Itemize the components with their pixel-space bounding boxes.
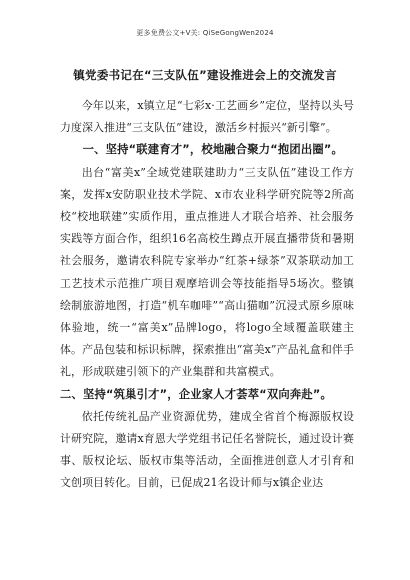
section-heading-2: 二、坚持“筑巢引才”，企业家人才荟萃“双向奔赴”。 <box>60 387 332 401</box>
page-title: 镇党委书记在“三支队伍”建设推进会上的交流发言 <box>73 68 337 82</box>
section-body-2: 依托传统礼品产业资源优势，建成全省首个梅源版权设计研究院，邀请x育恩大学党组书记任名誉院长，通过设计赛事、版权论坛、版权市集等活动，全面推进创意人才引育和文创项目转化。目前，已促成21名设计师与x镇企业达 <box>60 409 354 490</box>
section-heading-1: 一、坚持“联建育才”，校地融合聚力“抱团出圈”。 <box>82 143 344 157</box>
document-body <box>60 95 354 495</box>
header-note: 更多免费公文+V关: QiSeGongWen2024 <box>136 29 274 37</box>
intro-paragraph: 今年以来，x镇立足“七彩x·工艺画乡”定位，坚持以头号力度深入推进“三支队伍”建设，激活乡村振兴“新引擎”。 <box>60 99 354 135</box>
section-body-1: 出台“富美x”全域党建联建助力“三支队伍”建设工作方案，发挥x安防职业技术学院、x市农业科学研究院等2所高校“校地联建”实质作用，重点推进人才联合培养、社会服务实践等方面合作，组织16名高校生蹲点开展直播带货和暑期社会服务，邀请农科院专家举办“红茶+绿茶”双茶联动加工工艺技术示范推广项目观摩培训会等技能指导5场次。整镇绘制旅游地图，打造“机车咖啡”“高山猫咖”沉浸式原乡原味体验地，统一“富美x”品牌logo，将logo全域覆盖联建主体。产品包装和标识标牌，探索推出“富美x”产品礼盒和伴手礼，形成联建引领下的产业集群和共富模式。 <box>60 165 354 379</box>
